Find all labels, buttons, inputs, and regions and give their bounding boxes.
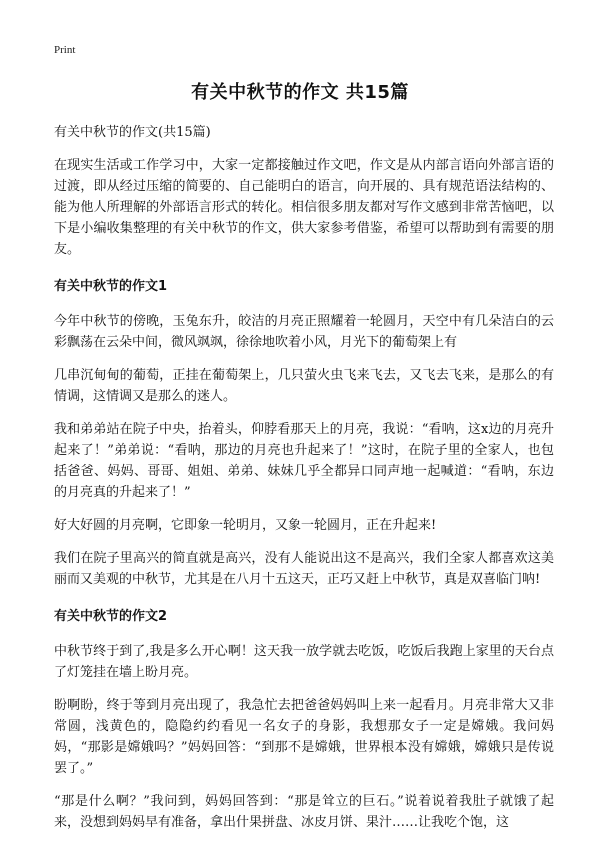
paragraph: 我和弟弟站在院子中央，抬着头，仰脖看那天上的月亮，我说：“看呐，这x边的月亮升起来了！”弟弟说：“看呐，那边的月亮也升起来了！”这时，在院子里的全家人，也包括爸爸、妈妈、哥哥、姐姐、弟弟、妹妹几乎全都异口同声地一起喊道：“看呐，东边的月亮真的升起来了！” bbox=[54, 422, 554, 500]
paragraph: 中秋节终于到了,我是多么开心啊！这天我一放学就去吃饭，吃饭后我跑上家里的天台点了灯笼挂在墙上盼月亮。 bbox=[54, 644, 554, 680]
document-subtitle: 有关中秋节的作文(共15篇) bbox=[54, 125, 211, 140]
section-heading-2: 有关中秋节的作文2 bbox=[54, 609, 168, 624]
page-title: 有关中秋节的作文 共15篇 bbox=[191, 82, 409, 103]
paragraph: 盼啊盼，终于等到月亮出现了，我急忙去把爸爸妈妈叫上来一起看月。月亮非常大又非常圆，浅黄色的，隐隐约约看见一名女子的身影，我想那女子一定是嫦娥。我问妈妈，“那影是嫦娥吗？”妈妈回答：“到那不是嫦娥，世界根本没有嫦娥，嫦娥只是传说罢了。” bbox=[54, 698, 554, 776]
paragraph: 今年中秋节的傍晚，玉兔东升，皎洁的月亮正照耀着一轮圆月，天空中有几朵洁白的云彩飘荡在云朵中间，微风飒飒，徐徐地吹着小风，月光下的葡萄架上有 bbox=[54, 314, 554, 350]
paragraph: 几串沉甸甸的葡萄，正挂在葡萄架上，几只萤火虫飞来飞去，又飞去飞来，是那么的有情调，这情调又是那么的迷人。 bbox=[54, 368, 554, 404]
section-heading-1: 有关中秋节的作文1 bbox=[54, 279, 168, 294]
paragraph: 我们在院子里高兴的简直就是高兴，没有人能说出这不是高兴，我们全家人都喜欢这美丽而又美观的中秋节，尤其是在八月十五这天，正巧又赶上中秋节，真是双喜临门呐! bbox=[54, 551, 554, 587]
paragraph: 好大好圆的月亮啊，它即象一轮明月，又象一轮圆月，正在升起来! bbox=[54, 518, 437, 533]
intro-paragraph: 在现实生活或工作学习中，大家一定都接触过作文吧，作文是从内部言语向外部言语的过渡，即从经过压缩的简要的、自己能明白的语言，向开展的、具有规范语法结构的、能为他人所理解的外部语言形式的转化。相信很多朋友都对写作文感到非常苦恼吧，以下是小编收集整理的有关中秋节的作文，供大家参考借鉴，希望可以帮助到有需要的朋友。 bbox=[54, 158, 554, 257]
print-link[interactable]: Print bbox=[54, 44, 76, 56]
paragraph: “那是什么啊？”我问到，妈妈回答到：“那是耸立的巨石。”说着说着我肚子就饿了起来，没想到妈妈早有准备，拿出什果拼盘、冰皮月饼、果汁……让我吃个饱，这 bbox=[54, 794, 554, 830]
document-body bbox=[54, 122, 554, 845]
